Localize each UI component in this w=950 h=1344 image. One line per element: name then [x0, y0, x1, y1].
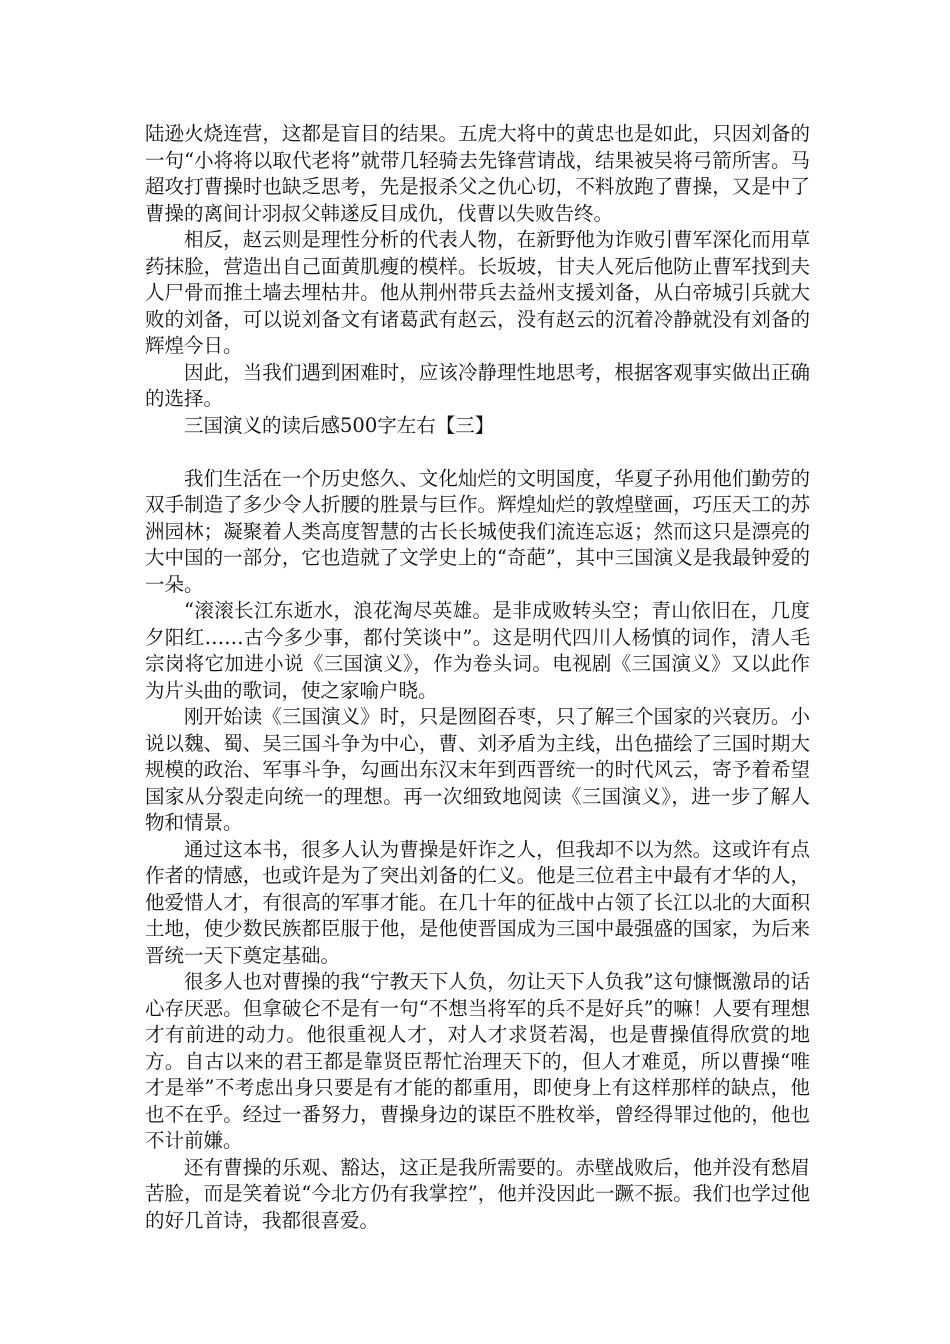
- document-body: [145, 121, 810, 1234]
- paragraph-continuation: 陆逊火烧连营，这都是盲目的结果。五虎大将中的黄忠也是如此，只因刘备的一句“小将将以取代老将”就带几轻骑去先锋营请战，结果被吴将弓箭所害。马超攻打曹操时也缺乏思考，先是报杀父之仇心切，不料放跑了曹操，又是中了曹操的离间计羽叔父韩遂反目成仇，伐曹以失败告终。: [145, 122, 810, 225]
- section-heading: 三国演义的读后感500字左右【三】: [184, 413, 495, 437]
- paragraph: 很多人也对曹操的我“宁教天下人负，勿让天下人负我”这句慷慨激昂的话心存厌恶。但拿破仑不是有一句“不想当将军的兵不是好兵”的嘛！人要有理想才有前进的动力。他很重视人才，对人才求贤若渴，也是曹操值得欣赏的地方。自古以来的君王都是靠贤臣帮忙治理天下的，但人才难觅，所以曹操“唯才是举”不考虑出身只要是有才能的都重用，即使身上有这样那样的缺点，他也不在乎。经过一番努力，曹操身边的谋臣不胜枚举，曾经得罪过他的，他也不计前嫌。: [145, 970, 810, 1152]
- paragraph: 还有曹操的乐观、豁达，这正是我所需要的。赤壁战败后，他并没有愁眉苦脸，而是笑着说“今北方仍有我掌控”，他并没因此一蹶不振。我们也学过他的好几首诗，我都很喜爱。: [145, 1155, 810, 1232]
- paragraph: 通过这本书，很多人认为曹操是奸诈之人，但我却不以为然。这或许有点作者的情感，也或许是为了突出刘备的仁义。他是三位君主中最有才华的人，他爱惜人才，有很高的军事才能。在几十年的征战中占领了长江以北的大面积土地，使少数民族都臣服于他，是他使晋国成为三国中最强盛的国家，为后来晋统一天下奠定基础。: [145, 837, 810, 967]
- blank-line: [145, 439, 810, 466]
- paragraph: 相反，赵云则是理性分析的代表人物，在新野他为诈败引曹军深化而用草药抹脸，营造出自己面黄肌瘦的模样。长坂坡，甘夫人死后他防止曹军找到夫人尸骨而推土墙去埋枯井。他从荆州带兵去益州支援刘备，从白帝城引兵就大败的刘备，可以说刘备文有诸葛武有赵云，没有赵云的沉着冷静就没有刘备的辉煌今日。: [145, 228, 810, 357]
- paragraph: 刚开始读《三国演义》时，只是囫囵吞枣，只了解三个国家的兴衰历。小说以魏、蜀、吴三国斗争为中心，曹、刘矛盾为主线，出色描绘了三国时期大规模的政治、军事斗争，勾画出东汉末年到西晋统一的时代风云，寄予着希望国家从分裂走向统一的理想。再一次细致地阅读《三国演义》，进一步了解人物和情景。: [145, 705, 810, 834]
- paragraph: “滚滚长江东逝水，浪花淘尽英雄。是非成败转头空；青山依旧在，几度夕阳红……古今多少事，都付笑谈中”。这是明代四川人杨慎的词作，清人毛宗岗将它加进小说《三国演义》，作为卷头词。电视剧《三国演义》又以此作为片头曲的歌词，使之家喻户晓。: [145, 599, 810, 702]
- paragraph: 我们生活在一个历史悠久、文化灿烂的文明国度，华夏子孙用他们勤劳的双手制造了多少令人折腰的胜景与巨作。辉煌灿烂的敦煌壁画，巧压天工的苏洲园林；凝聚着人类高度智慧的古长长城使我们流连忘返；然而这只是漂亮的大中国的一部分，它也造就了文学史上的“奇葩”，其中三国演义是我最钟爱的一朵。: [145, 466, 810, 596]
- paragraph: 因此，当我们遇到困难时，应该冷静理性地思考，根据客观事实做出正确的选择。: [145, 360, 810, 410]
